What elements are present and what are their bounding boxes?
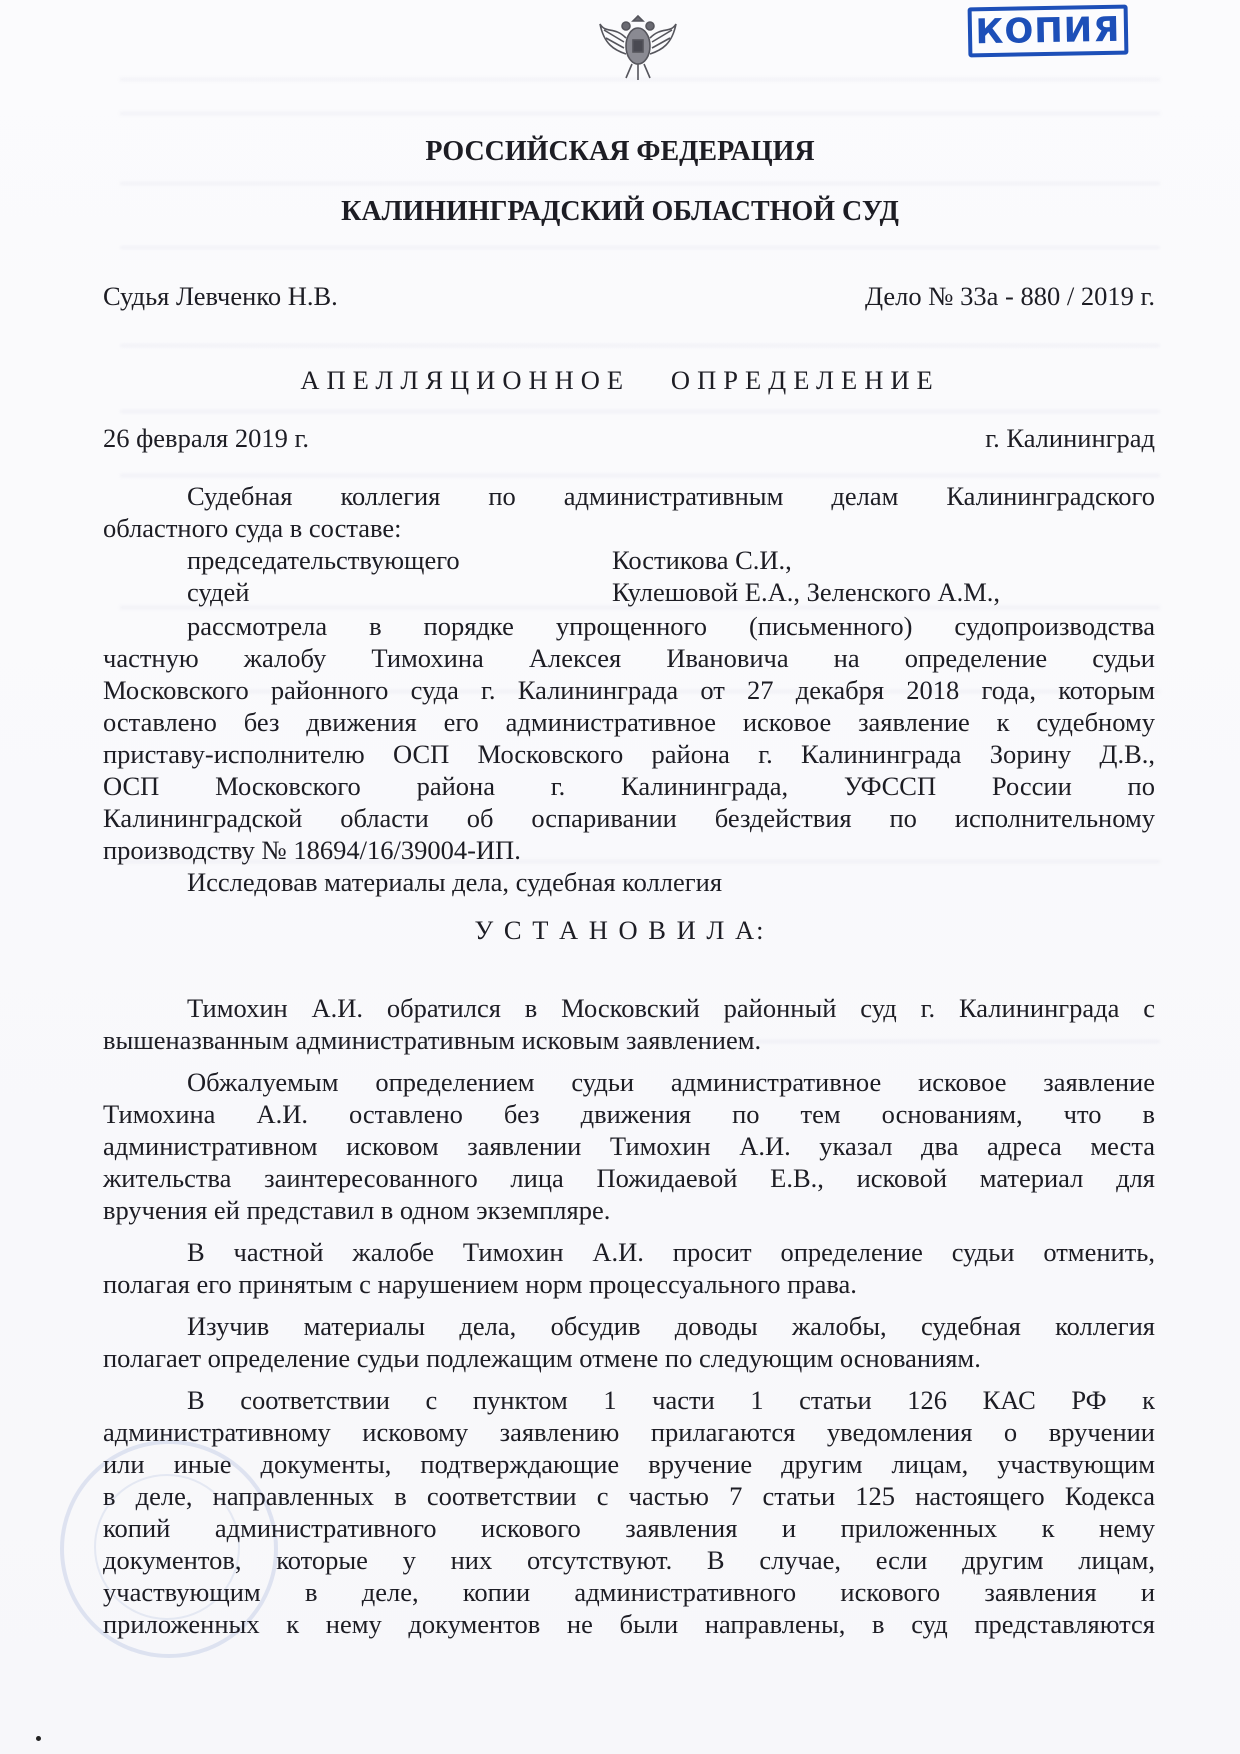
body-line: приложенных к нему документов не были направлены, в суд представляются — [103, 1609, 1155, 1639]
paragraph-line: рассмотрела в порядке упрощенного (письменного) судопроизводства — [187, 611, 1155, 641]
copy-stamp: КОПИЯ — [968, 5, 1129, 58]
paragraph-line: приставу-исполнителю ОСП Московского района г. Калининграда Зорину Д.В., — [103, 739, 1155, 769]
body-line: Изучив материалы дела, обсудив доводы жалобы, судебная коллегия — [187, 1311, 1155, 1341]
examined-line: Исследовав материалы дела, судебная коллегия — [187, 867, 723, 897]
body-line: полагает определение судьи подлежащим отмене по следующим основаниям. — [103, 1343, 981, 1373]
document-title: АПЕЛЛЯЦИОННОЕ ОПРЕДЕЛЕНИЕ — [300, 365, 940, 395]
body-line: административному исковому заявлению прилагаются уведомления о вручении — [103, 1417, 1155, 1447]
body-line: в деле, направленных в соответствии с частью 7 статьи 125 настоящего Кодекса — [103, 1481, 1155, 1511]
composition-intro-line: областного суда в составе: — [103, 513, 402, 543]
body-line: административном исковом заявлении Тимохин А.И. указал два адреса места — [103, 1131, 1155, 1161]
paragraph-line: частную жалобу Тимохина Алексея Ивановича на определение судьи — [103, 643, 1155, 673]
chair-label: председательствующего — [187, 545, 460, 575]
body-line: В частной жалобе Тимохин А.И. просит определение судьи отменить, — [187, 1237, 1155, 1267]
body-line: Обжалуемым определением судьи административное исковое заявление — [187, 1067, 1155, 1097]
bleed-through-line — [120, 112, 1160, 115]
body-line: Тимохина А.И. оставлено без движения по тем основаниям, что в — [103, 1099, 1155, 1129]
body-line: документов, которые у них отсутствуют. В случае, если другим лицам, — [103, 1545, 1155, 1575]
established-heading: У С Т А Н О В И Л А: — [474, 915, 766, 945]
bleed-through-line — [120, 182, 1160, 185]
body-line: вручения ей представил в одном экземпляре. — [103, 1195, 611, 1225]
body-line: жительства заинтересованного лица Пожидаевой Е.В., исковой материал для — [103, 1163, 1155, 1193]
bleed-through-line — [120, 410, 1160, 413]
bleed-through-line — [120, 344, 1160, 347]
paragraph-line: Калининградской области об оспаривании бездействия по исполнительному — [103, 803, 1155, 833]
judges-names: Кулешовой Е.А., Зеленского А.М., — [612, 577, 1001, 607]
chair-name: Костикова С.И., — [612, 545, 792, 575]
margin-dot — [36, 1736, 41, 1741]
country-heading: РОССИЙСКАЯ ФЕДЕРАЦИЯ — [425, 136, 815, 167]
bleed-through-line — [120, 474, 1160, 477]
court-heading: КАЛИНИНГРАДСКИЙ ОБЛАСТНОЙ СУД — [341, 196, 899, 227]
body-line: вышеназванным административным исковым заявлением. — [103, 1025, 762, 1055]
case-number: Дело № 33а - 880 / 2019 г. — [865, 281, 1155, 311]
body-line: или иные документы, подтверждающие вручение другим лицам, участвующим — [103, 1449, 1155, 1479]
paragraph-line: производству № 18694/16/39004-ИП. — [103, 835, 521, 865]
judges-label: судей — [187, 577, 250, 607]
composition-intro-line: Судебная коллегия по административным делам Калининградского — [187, 481, 1155, 511]
body-line: полагая его принятым с нарушением норм процессуального права. — [103, 1269, 857, 1299]
paragraph-line: оставлено без движения его административное исковое заявление к судебному — [103, 707, 1155, 737]
coat-of-arms-icon — [596, 10, 680, 82]
body-line: Тимохин А.И. обратился в Московский районный суд г. Калининграда с — [187, 993, 1155, 1023]
body-line: копий административного искового заявления и приложенных к нему — [103, 1513, 1155, 1543]
body-line: В соответствии с пунктом 1 части 1 статьи 126 КАС РФ к — [187, 1385, 1155, 1415]
document-date: 26 февраля 2019 г. — [103, 423, 309, 453]
paragraph-line: Московского районного суда г. Калининграда от 27 декабря 2018 года, которым — [103, 675, 1155, 705]
document-city: г. Калининград — [985, 423, 1155, 453]
bleed-through-line — [120, 246, 1160, 249]
judge-line: Судья Левченко Н.В. — [103, 281, 338, 311]
body-line: участвующим в деле, копии административного искового заявления и — [103, 1577, 1155, 1607]
paragraph-line: ОСП Московского района г. Калининграда, УФССП России по — [103, 771, 1155, 801]
